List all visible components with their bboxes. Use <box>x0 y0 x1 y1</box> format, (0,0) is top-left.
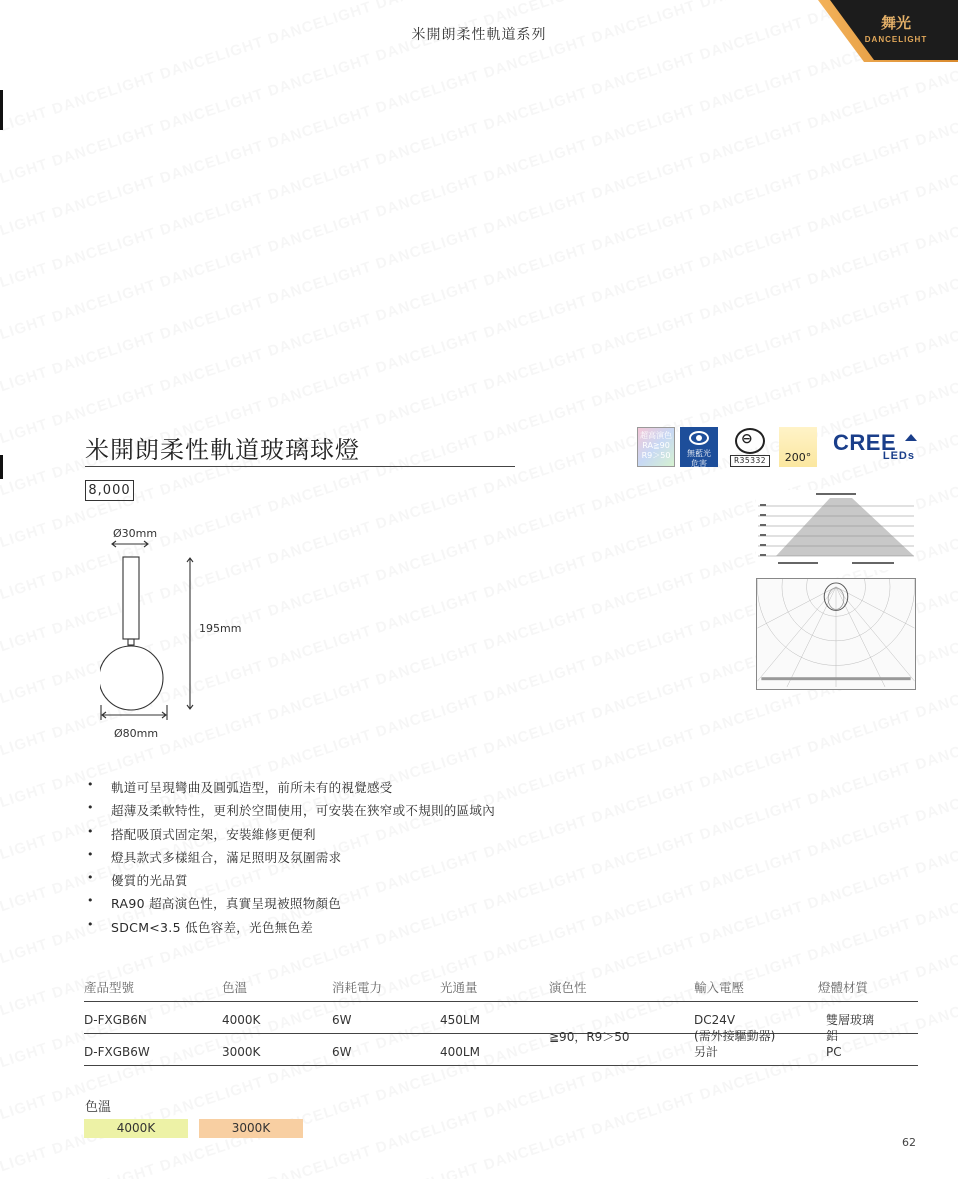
column-header-color-temp: 色溫 <box>222 980 248 995</box>
material-cell <box>826 1012 874 1060</box>
voltage-line: 另計 <box>694 1045 719 1059</box>
color-temp-cell: 4000K <box>222 1013 261 1027</box>
height-label: 195mm <box>199 622 242 635</box>
brand-name: 舞光 <box>880 15 911 32</box>
feature-item: • 超薄及柔軟特性，更利於空間使用，可安裝在狹窄或不規則的區域內 <box>85 801 495 824</box>
column-header-power: 消耗電力 <box>332 980 383 995</box>
bottom-diameter-label: Ø80mm <box>114 727 159 740</box>
brand-logo <box>846 12 946 52</box>
cree-led-text: LEDs <box>882 450 915 462</box>
voltage-cell <box>694 1012 775 1060</box>
bsmi-code: R35332 <box>730 455 770 467</box>
color-swatch-3000k: 3000K <box>199 1119 303 1138</box>
column-header-voltage: 輸入電壓 <box>694 980 745 995</box>
feature-item: • 燈具款式多樣組合，滿足照明及氛圍需求 <box>85 848 495 871</box>
bsmi-symbol-icon: ⊖ <box>741 431 753 447</box>
voltage-line: (需外接驅動器) <box>694 1029 776 1043</box>
lumen-cell: 400LM <box>440 1045 480 1059</box>
brand-subtitle: DANCELIGHT <box>864 35 928 44</box>
color-temp-label: 色溫 <box>85 1100 112 1115</box>
series-title: 米開朗柔性軌道系列 <box>411 27 547 43</box>
cri-badge-line: 超高演色 <box>640 431 672 440</box>
illuminance-cone-chart <box>756 490 916 570</box>
top-diameter-label: Ø30mm <box>113 527 158 540</box>
feature-item: • 搭配吸頂式固定架，安裝維修更便利 <box>85 825 495 848</box>
column-header-cri: 演色性 <box>549 980 587 995</box>
cri-badge-line: RA≧90 <box>642 441 670 450</box>
eye-pupil-icon <box>696 435 702 441</box>
feature-list <box>85 778 495 941</box>
beam-angle-badge: 200° <box>779 427 817 467</box>
title-divider <box>85 466 515 467</box>
cri-cell: ≧90，R9＞50 <box>549 1030 630 1044</box>
feature-item: • RA90 超高演色性，真實呈現被照物顏色 <box>85 894 495 917</box>
material-line: 雙層玻璃 <box>826 1013 875 1027</box>
color-temp-cell: 3000K <box>222 1045 261 1059</box>
page-edge-mark <box>0 90 3 130</box>
material-line: PC <box>826 1045 842 1059</box>
certification-badges <box>637 427 920 469</box>
column-header-model: 產品型號 <box>84 980 135 995</box>
table-row <box>84 1002 918 1034</box>
feature-item: • SDCM<3.5 低色容差，光色無色差 <box>85 918 495 941</box>
bsmi-badge <box>730 427 770 467</box>
column-header-lumen: 光通量 <box>440 980 478 995</box>
blue-badge-line: 無藍光 <box>687 449 711 458</box>
page-edge-mark <box>0 455 3 479</box>
cri-badge-line: R9＞50 <box>641 451 671 460</box>
model-cell: D-FXGB6N <box>84 1013 147 1027</box>
product-title: 米開朗柔性軌道玻璃球燈 <box>85 436 360 464</box>
voltage-line: DC24V <box>694 1013 736 1027</box>
high-cri-badge <box>637 427 675 467</box>
watermark-line <box>0 73 958 553</box>
polar-distribution-chart <box>756 578 916 690</box>
feature-item: • 優質的光品質 <box>85 871 495 894</box>
table-row <box>84 1034 918 1066</box>
material-line: 鋁 <box>826 1029 839 1043</box>
color-swatch-4000k: 4000K <box>84 1119 188 1138</box>
spec-table <box>84 978 918 1066</box>
model-cell: D-FXGB6W <box>84 1045 150 1059</box>
power-cell: 6W <box>332 1045 352 1059</box>
column-header-material: 燈體材質 <box>818 980 869 995</box>
spec-table-header <box>84 978 918 1002</box>
watermark-line <box>0 0 958 448</box>
cree-wordmark: CREE <box>833 430 897 455</box>
dimension-drawing <box>100 525 270 745</box>
page-number: 62 <box>902 1136 916 1149</box>
price-box: 8,000 <box>85 480 134 501</box>
no-blue-light-badge <box>680 427 718 467</box>
cree-arrow-icon <box>905 434 917 441</box>
cree-logo <box>833 430 919 466</box>
power-cell: 6W <box>332 1013 352 1027</box>
blue-badge-line: 危害 <box>691 459 707 468</box>
feature-item: • 軌道可呈現彎曲及圓弧造型，前所未有的視覺感受 <box>85 778 495 801</box>
lumen-cell: 450LM <box>440 1013 480 1027</box>
